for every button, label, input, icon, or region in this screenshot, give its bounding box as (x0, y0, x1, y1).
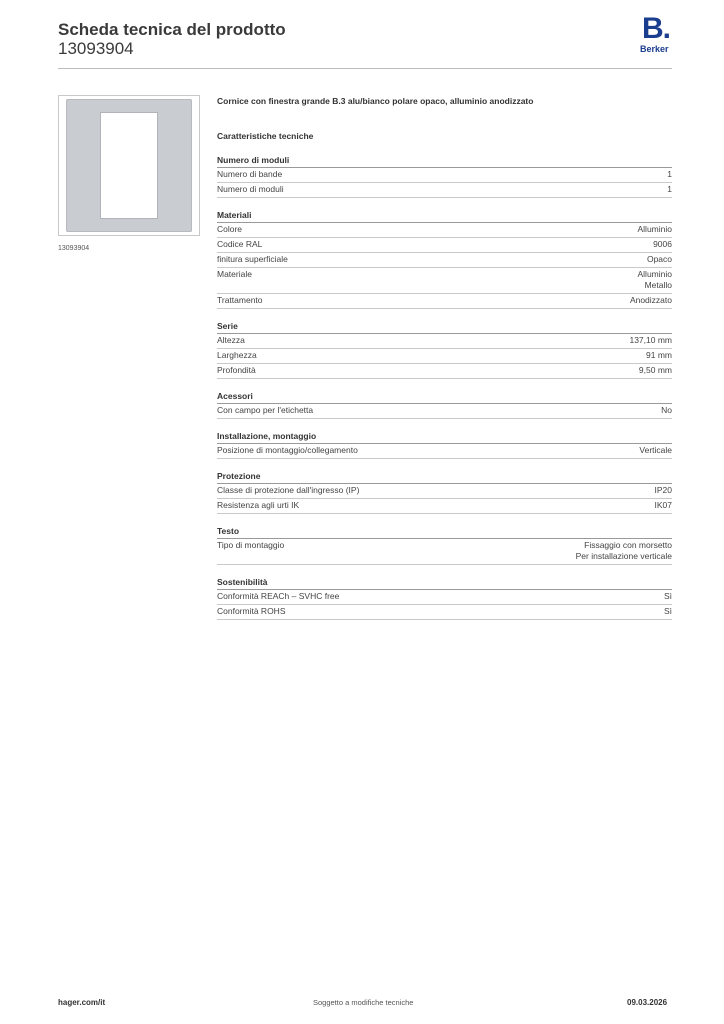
spec-section (217, 390, 672, 419)
spec-row (217, 605, 672, 620)
spec-section (217, 320, 672, 379)
spec-value-line: 9006 (653, 239, 672, 249)
spec-value (655, 500, 673, 511)
spec-value-line: 9,50 mm (638, 365, 672, 375)
section-title: Acessori (217, 390, 672, 404)
spec-value (653, 239, 672, 250)
image-caption: 13093904 (58, 245, 90, 252)
spec-row (217, 499, 672, 514)
spec-value-line: IK07 (654, 500, 672, 510)
spec-row (217, 364, 672, 379)
spec-label: Colore (217, 224, 243, 234)
spec-section (217, 430, 672, 459)
spec-label: Materiale (217, 269, 252, 279)
section-title: Serie (217, 320, 672, 334)
spec-value-line: Metallo (644, 280, 672, 290)
spec-value-line: Sì (663, 591, 672, 601)
product-image (58, 95, 200, 236)
berker-logo (640, 14, 676, 54)
frame-outer (66, 99, 192, 232)
spec-label: Tipo di montaggio (217, 540, 285, 550)
spec-value (646, 350, 672, 361)
footer-date: 09.03.2026 (627, 998, 668, 1007)
spec-row (217, 444, 672, 459)
logo-word: Berker (640, 44, 669, 54)
spec-value-line: Opaco (646, 254, 672, 264)
spec-row (217, 294, 672, 309)
spec-sections (217, 154, 672, 620)
header-divider (58, 68, 672, 69)
section-title: Numero di moduli (217, 154, 672, 168)
spec-value-line: 91 mm (646, 350, 672, 360)
spec-value (661, 405, 672, 416)
spec-label: Con campo per l'etichetta (217, 405, 314, 415)
spec-value (664, 591, 672, 602)
spec-value-line: Anodizzato (629, 295, 672, 305)
spec-value-line: No (661, 405, 672, 415)
spec-value (639, 445, 672, 456)
spec-label: Conformità REACh – SVHC free (217, 591, 340, 601)
spec-value (629, 335, 672, 346)
spec-value-line: Verticale (639, 445, 672, 455)
spec-section (217, 209, 672, 309)
features-title: Caratteristiche tecniche (217, 131, 314, 141)
spec-row (217, 484, 672, 499)
spec-row (217, 253, 672, 268)
spec-value-line: Fissaggio con morsetto (584, 540, 672, 550)
spec-label: Numero di moduli (217, 184, 284, 194)
product-description: Cornice con finestra grande B.3 alu/bianco polare opaco, alluminio anodizzato (217, 96, 534, 106)
section-title: Installazione, montaggio (217, 430, 672, 444)
frame-window (100, 112, 158, 219)
footer-website: hager.com/it (58, 998, 106, 1007)
spec-label: Trattamento (217, 295, 263, 305)
page-title: Scheda tecnica del prodotto (58, 20, 286, 39)
spec-label: Larghezza (217, 350, 257, 360)
spec-content (217, 94, 672, 620)
spec-value (667, 169, 672, 180)
spec-label: Numero di bande (217, 169, 283, 179)
spec-row (217, 539, 672, 565)
spec-label: Resistenza agli urti IK (217, 500, 300, 510)
spec-value (639, 365, 672, 376)
spec-row (217, 238, 672, 253)
spec-label: Altezza (217, 335, 245, 345)
spec-value-line: IP20 (654, 485, 672, 495)
spec-value-line: 1 (667, 169, 672, 179)
spec-value-line: 1 (667, 184, 672, 194)
spec-value-line: 137,10 mm (629, 335, 672, 345)
spec-row (217, 268, 672, 294)
section-title: Materiali (217, 209, 672, 223)
spec-value (638, 224, 673, 235)
section-title: Sostenibilità (217, 576, 672, 590)
spec-section (217, 154, 672, 198)
spec-label: Posizione di montaggio/collegamento (217, 445, 358, 455)
spec-row (217, 590, 672, 605)
spec-label: Codice RAL (217, 239, 263, 249)
spec-row (217, 404, 672, 419)
spec-value-line: Alluminio (637, 269, 672, 279)
spec-row (217, 168, 672, 183)
spec-value-line: Alluminio (637, 224, 672, 234)
spec-row (217, 334, 672, 349)
spec-section (217, 525, 672, 565)
spec-label: Profondità (217, 365, 256, 375)
section-title: Protezione (217, 470, 672, 484)
spec-row (217, 183, 672, 198)
spec-value (655, 485, 673, 496)
product-code: 13093904 (58, 39, 134, 58)
spec-value (667, 184, 672, 195)
spec-section (217, 576, 672, 620)
spec-value (647, 254, 672, 265)
spec-label: Conformità ROHS (217, 606, 286, 616)
spec-section (217, 470, 672, 514)
spec-value-line: Per installazione verticale (575, 551, 672, 561)
spec-value-line: Sì (663, 606, 672, 616)
section-title: Testo (217, 525, 672, 539)
spec-row (217, 349, 672, 364)
footer-note: Soggetto a modifiche tecniche (313, 998, 414, 1007)
spec-value (576, 540, 672, 562)
spec-value (638, 269, 673, 291)
spec-label: finitura superficiale (217, 254, 288, 264)
spec-label: Classe di protezione dall'ingresso (IP) (217, 485, 360, 495)
logo-mark: B. (642, 12, 670, 45)
spec-value (664, 606, 672, 617)
spec-value (630, 295, 672, 306)
spec-row (217, 223, 672, 238)
